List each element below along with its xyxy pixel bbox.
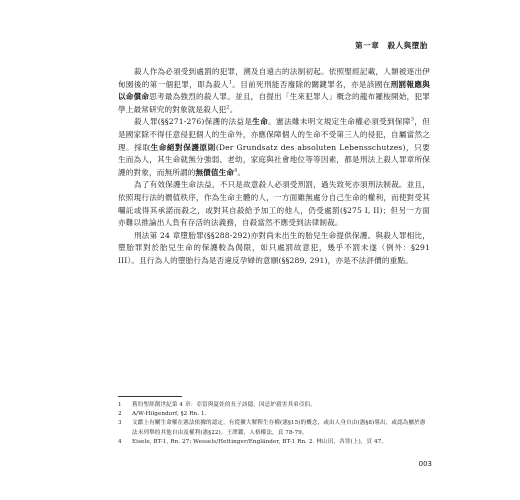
paragraph-3: [118, 179, 430, 229]
body-text: [118, 66, 430, 268]
footnote-number: 3: [118, 420, 122, 427]
text-run: 刑法第 24 章墮胎罪(§§288-292)亦對尚未出生的胎兒生命提供保護。與殺人罪相比，墮胎罪對於胎兒生命的保護較為侷限，如只處罰故意犯，幾乎不罰未遂（例外：§291 III）。且行為人的墮胎行為是否違反孕婦的意願(§§289, 291)，亦是不法評價的重點。: [118, 230, 430, 265]
footnote-3: [118, 419, 430, 437]
emphasis-text: 刑罰報應與以命償命: [118, 79, 430, 102]
footnote-marker: 2: [226, 104, 230, 111]
text-run: 。憲法雖未明文規定生命權必須受到保障: [268, 117, 411, 127]
footnote-marker: 3: [410, 116, 415, 123]
footnote-4: [118, 438, 430, 447]
page-number: 003: [418, 460, 432, 468]
footnote-text: 舊約聖經創世紀第 4 章：亞當與夏娃的長子該隱，因忌妒殺害其弟亞伯。: [132, 402, 316, 408]
footnotes: [118, 401, 430, 447]
footnote-divider: [118, 396, 182, 397]
text-run: (Der Grundsatz des absoluten Lebensschutzes)，只要生而為人，其生命就無分強弱、老幼，家庭與社會地位等等因素，都是刑法上殺人罪章所保護的對象，而無所謂的: [118, 142, 431, 177]
paragraph-2: [118, 116, 430, 179]
text-run: ，但是國家除不得任意侵犯個人的生命外，亦應保障個人的生命不受第三人的侵犯，自屬當然之理。採取: [118, 117, 430, 152]
paragraph-4: [118, 230, 430, 268]
footnote-text: A/W-Hilgendorf, §2 Rn. 1.: [132, 411, 207, 418]
footnote-number: 2: [118, 411, 122, 418]
footnote-number: 4: [118, 438, 122, 445]
paragraph-1: [118, 66, 430, 116]
text-run: 殺人作為必須受到處罰的犯罪，溯及自遠古的法制初起。依照聖經記載，人類被逐出伊甸園後的第一個犯罪，即為殺人: [118, 67, 430, 89]
emphasis-text: 生命絕對保護原則: [150, 142, 216, 152]
emphasis-text: 無價值生命: [195, 167, 235, 177]
footnote-number: 1: [118, 402, 122, 408]
footnote-1: [118, 401, 430, 410]
text-run: 。: [229, 104, 238, 114]
text-run: 思考最為強烈的殺人罪。並且，自提出「生來犯罪人」概念的龍布羅梭開始，犯罪學上最常研究的對象就是殺人犯: [118, 92, 430, 114]
text-run: 。: [237, 167, 246, 177]
footnote-marker: 4: [234, 167, 238, 174]
footnote-text: 文獻上有關生命權在憲法依據的認定，有從擴大解釋生存權(憲§15)的概念，或由人身自由(憲§8)導出，或認為屬於憲法未列舉的其他自由及權利(憲§22)。王澤鑑，人格權法，頁 78-79。: [132, 420, 426, 436]
footnote-2: [118, 410, 430, 419]
footnote-marker: 1: [228, 79, 233, 86]
text-run: 。目前死刑能否廢除的關鍵罪名，亦是該國在: [232, 79, 391, 89]
text-run: 殺人罪(§§271-276)保護的法益是: [134, 117, 253, 127]
text-run: 為了有效保護生命法益，不只是故意殺人必須受刑罰，過失致死亦須刑法制裁。並且，依照現行法的價值秩序，作為生命主體的人，一方面雖無處分自己生命的權利，而使對受其囑託或得其承諾而殺之，或對其自殺給予加工的他人，仍受處罰(§275 I, II)；但另一方面亦難以推論出人負有存活的法義務，自殺當然不應受到法律制裁。: [118, 180, 430, 228]
emphasis-text: 生命: [252, 117, 269, 127]
footnote-text: Eisele, BT-1, Rn. 27; Wessels/Hettinger/Engländer, BT-1 Rn. 2. 林山田，各罪(上)，頁 47。: [132, 438, 388, 445]
running-header: 第一章 殺人與墮胎: [355, 41, 428, 50]
